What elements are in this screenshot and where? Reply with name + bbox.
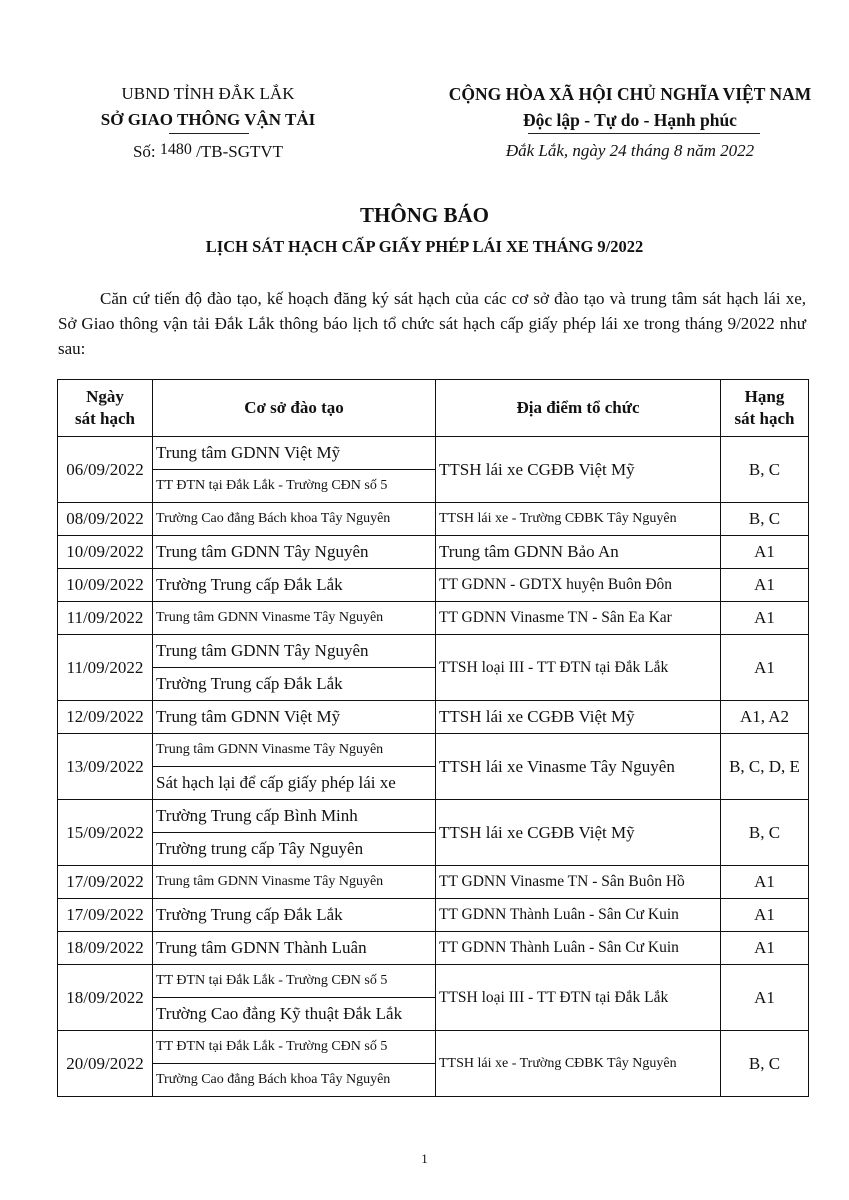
exam-venue: TT GDNN - GDTX huyện Buôn Đôn: [436, 569, 721, 602]
exam-venue: TTSH loại III - TT ĐTN tại Đắk Lắk: [436, 965, 721, 1031]
license-class: B, C: [721, 437, 809, 503]
exam-venue: TTSH lái xe CGĐB Việt Mỹ: [436, 800, 721, 866]
document-number-suffix: /TB-SGTVT: [191, 142, 284, 161]
table-row: [58, 635, 809, 668]
exam-date: 08/09/2022: [58, 503, 153, 536]
training-school: Trường trung cấp Tây Nguyên: [153, 833, 436, 866]
header-place: Địa điểm tổ chức: [436, 380, 721, 437]
training-school: Trường Cao đẳng Bách khoa Tây Nguyên: [153, 1064, 436, 1097]
national-motto: Độc lập - Tự do - Hạnh phúc: [523, 110, 737, 130]
training-school: TT ĐTN tại Đắk Lắk - Trường CĐN số 5: [153, 1031, 436, 1064]
page-number: 1: [421, 1151, 428, 1166]
training-school: Trường Trung cấp Đắk Lắk: [153, 668, 436, 701]
header-date: Ngày sát hạch: [58, 380, 153, 437]
training-school: Trường Trung cấp Đắk Lắk: [153, 899, 436, 932]
table-row: [58, 503, 809, 536]
license-class: A1: [721, 932, 809, 965]
table-row: [58, 1031, 809, 1064]
table-row: [58, 734, 809, 767]
issuer-department: SỞ GIAO THÔNG VẬN TẢI: [100, 110, 316, 129]
training-school: Trường Trung cấp Bình Minh: [153, 800, 436, 833]
exam-date: 12/09/2022: [58, 701, 153, 734]
issuer-underline: [169, 133, 249, 134]
license-class: A1: [721, 899, 809, 932]
table-row: [58, 569, 809, 602]
training-school: TT ĐTN tại Đắk Lắk - Trường CĐN số 5: [153, 470, 436, 503]
license-class: B, C: [721, 503, 809, 536]
license-class: B, C: [721, 1031, 809, 1097]
training-school: Trung tâm GDNN Việt Mỹ: [153, 437, 436, 470]
exam-date: 06/09/2022: [58, 437, 153, 503]
table-row: [58, 701, 809, 734]
exam-date: 17/09/2022: [58, 866, 153, 899]
table-header-row: [58, 380, 809, 437]
document-number-prefix: Số:: [132, 142, 160, 161]
table-row: [58, 800, 809, 833]
training-school: Sát hạch lại để cấp giấy phép lái xe: [153, 767, 436, 800]
training-school: TT ĐTN tại Đắk Lắk - Trường CĐN số 5: [153, 965, 436, 998]
exam-venue: TT GDNN Thành Luân - Sân Cư Kuin: [436, 932, 721, 965]
exam-venue: TT GDNN Vinasme TN - Sân Ea Kar: [436, 602, 721, 635]
exam-venue: TTSH lái xe - Trường CĐBK Tây Nguyên: [436, 503, 721, 536]
license-class: A1: [721, 536, 809, 569]
training-school: Trung tâm GDNN Việt Mỹ: [153, 701, 436, 734]
training-school: Trường Cao đẳng Kỹ thuật Đắk Lắk: [153, 998, 436, 1031]
license-class: A1: [721, 965, 809, 1031]
table-row: [58, 866, 809, 899]
document-number-value: 1480: [159, 141, 192, 158]
training-school: Trung tâm GDNN Thành Luân: [153, 932, 436, 965]
training-school: Trung tâm GDNN Vinasme Tây Nguyên: [153, 866, 436, 899]
exam-venue: TTSH lái xe CGĐB Việt Mỹ: [436, 701, 721, 734]
intro-paragraph: Căn cứ tiến độ đào tạo, kế hoạch đăng ký sát hạch của các cơ sở đào tạo và trung tâm sát hạch lái xe, Sở Giao thông vận tải Đắk Lắk thông báo lịch tổ chức sát hạch cấp giấy phép lái xe trong tháng 9/2022 như sau:: [58, 289, 806, 358]
license-class: B, C, D, E: [721, 734, 809, 800]
exam-venue: Trung tâm GDNN Bảo An: [436, 536, 721, 569]
training-school: Trung tâm GDNN Vinasme Tây Nguyên: [153, 734, 436, 767]
exam-venue: TT GDNN Thành Luân - Sân Cư Kuin: [436, 899, 721, 932]
license-class: A1: [721, 866, 809, 899]
exam-venue: TT GDNN Vinasme TN - Sân Buôn Hồ: [436, 866, 721, 899]
table-row: [58, 602, 809, 635]
document-number: [58, 141, 358, 162]
issuer-province: UBND TỈNH ĐẮK LẮK: [121, 84, 295, 103]
exam-date: 18/09/2022: [58, 965, 153, 1031]
document-date: Đắk Lắk, ngày 24 tháng 8 năm 2022: [505, 141, 755, 160]
training-school: Trường Cao đẳng Bách khoa Tây Nguyên: [153, 503, 436, 536]
table-row: [58, 899, 809, 932]
document-header: [0, 84, 849, 174]
table-row: [58, 437, 809, 470]
exam-venue: TTSH lái xe Vinasme Tây Nguyên: [436, 734, 721, 800]
exam-date: 15/09/2022: [58, 800, 153, 866]
exam-date: 10/09/2022: [58, 569, 153, 602]
exam-venue: TTSH lái xe - Trường CĐBK Tây Nguyên: [436, 1031, 721, 1097]
exam-date: 11/09/2022: [58, 602, 153, 635]
exam-date: 13/09/2022: [58, 734, 153, 800]
table-row: [58, 965, 809, 998]
training-school: Trường Trung cấp Đắk Lắk: [153, 569, 436, 602]
table-row: [58, 932, 809, 965]
license-class: A1: [721, 602, 809, 635]
training-school: Trung tâm GDNN Vinasme Tây Nguyên: [153, 602, 436, 635]
license-class: A1, A2: [721, 701, 809, 734]
schedule-table: [57, 379, 809, 1097]
national-title: CỘNG HÒA XÃ HỘI CHỦ NGHĨA VIỆT NAM: [448, 84, 812, 104]
notice-subtitle: LỊCH SÁT HẠCH CẤP GIẤY PHÉP LÁI XE THÁNG 9/2022: [205, 237, 644, 256]
motto-underline: [528, 133, 760, 134]
table-row: [58, 536, 809, 569]
exam-venue: TTSH lái xe CGĐB Việt Mỹ: [436, 437, 721, 503]
exam-date: 17/09/2022: [58, 899, 153, 932]
exam-date: 10/09/2022: [58, 536, 153, 569]
exam-date: 11/09/2022: [58, 635, 153, 701]
header-class: Hạng sát hạch: [721, 380, 809, 437]
exam-date: 18/09/2022: [58, 932, 153, 965]
training-school: Trung tâm GDNN Tây Nguyên: [153, 536, 436, 569]
training-school: Trung tâm GDNN Tây Nguyên: [153, 635, 436, 668]
license-class: A1: [721, 569, 809, 602]
exam-date: 20/09/2022: [58, 1031, 153, 1097]
license-class: B, C: [721, 800, 809, 866]
header-school: Cơ sở đào tạo: [153, 380, 436, 437]
notice-title: THÔNG BÁO: [360, 203, 489, 227]
license-class: A1: [721, 635, 809, 701]
exam-venue: TTSH loại III - TT ĐTN tại Đắk Lắk: [436, 635, 721, 701]
